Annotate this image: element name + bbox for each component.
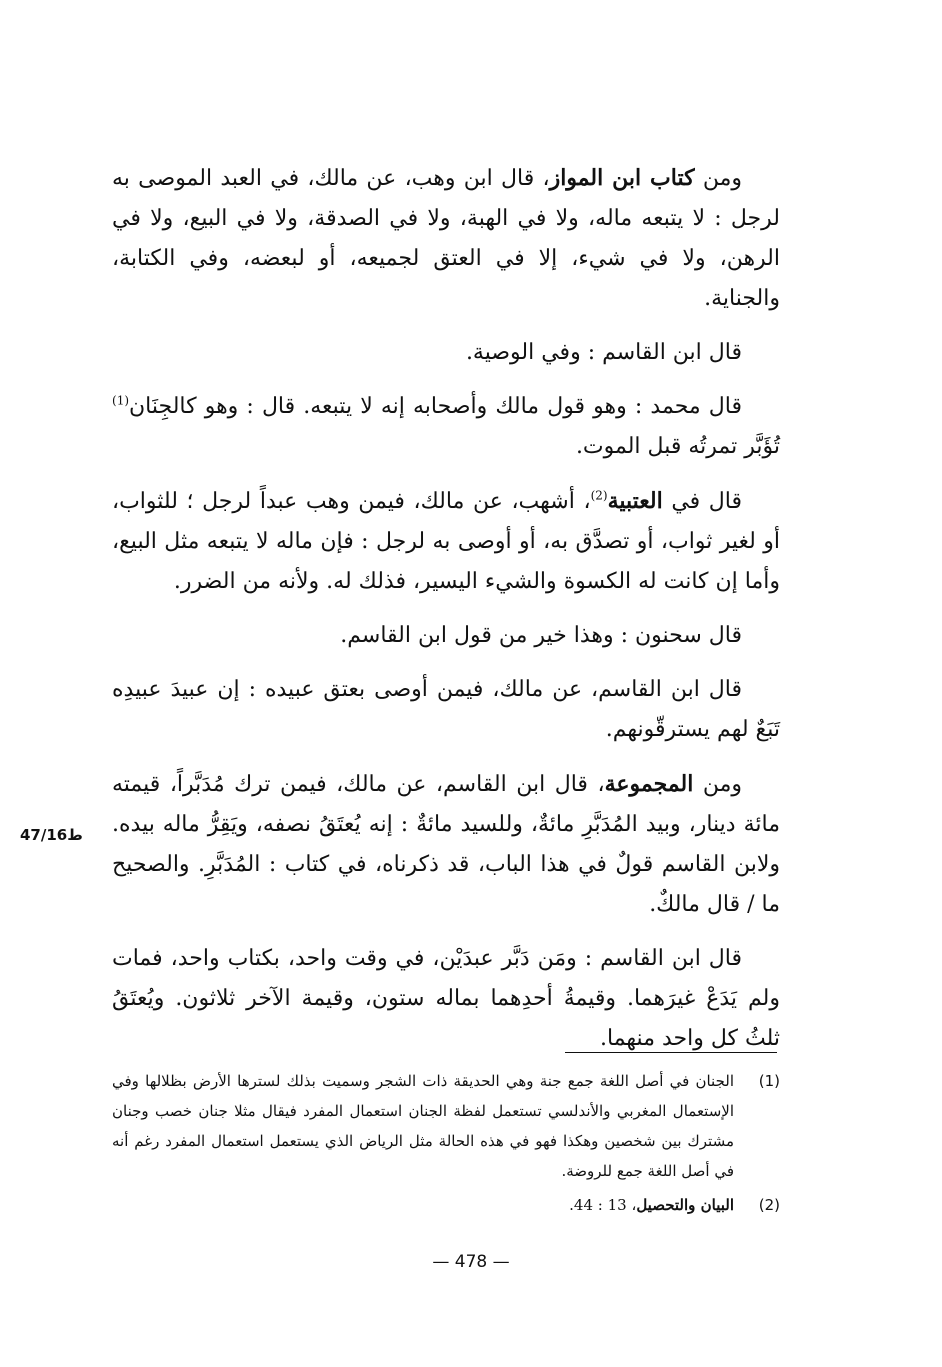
footnote-ref: (2) <box>590 488 608 503</box>
footnote-separator <box>565 1052 777 1053</box>
book-title: كتاب ابن المواز <box>549 165 695 191</box>
footnote-number: (2) <box>758 1196 780 1214</box>
paragraph: قال ابن القاسم : ومَن دَبَّر عبدَيْن، في وقت واحد، بكتاب واحد، فمات ولم يَدَعْ غيرَهما. وقيمةُ أحدِهما بماله ستون، وقيمة الآخر ثلاثون. ويُعتَقُ ثلثُ كل واحد منهما. <box>112 946 780 1051</box>
book-title: المجموعة <box>604 771 694 797</box>
main-text <box>112 158 780 1073</box>
page-number: — 478 — <box>432 1252 510 1272</box>
footnote-number: (1) <box>758 1072 780 1090</box>
paragraph: ومن كتاب ابن المواز، قال ابن وهب، عن مالك، في العبد الموصى به لرجل : لا يتبعه ماله، ولا في الهبة، ولا في الصدقة، ولا في البيع، ولا في الرهن، ولا في شيء، إلا في العتق لجميعه، أو لبعضه، وفي الكتابة، والجناية. <box>112 165 781 311</box>
margin-folio-note: ط47/16 <box>20 826 83 844</box>
paragraph: قال في العتبية$^{(2)}$، أشهب، عن مالك، فيمن وهب عبداً لرجل ؛ للثواب، أو لغير ثواب، أو تصدَّق به، أو أوصى به لرجل : فإن ماله لا يتبعه مثل البيع، وأما إن كانت له الكسوة والشيء اليسير، فذلك له. ولأنه من الضرر. <box>112 488 780 594</box>
paragraph: قال ابن القاسم : وفي الوصية. <box>465 340 742 365</box>
footnotes <box>112 1066 780 1224</box>
paragraph: قال ابن القاسم، عن مالك، فيمن أوصى بعتق عبيده : إن عبيدَ عبيدِه تَبَعٌ لهم يسترقّونهم. <box>112 677 780 742</box>
footnote-ref: (1) <box>112 393 130 408</box>
footnote-text: الجنان في أصل اللغة جمع جنة وهي الحديقة ذات الشجر وسميت بذلك لسترها الأرض بظلالها وفي الإستعمال المغربي والأندلسي تستعمل لفظة الجنان استعمال المفرد فيقال مثلا جنان خصب وجنان مشترك بين شخصين وهكذا فهو في هذه الحالة مثل الرياض الذي يستعمل استعمال المفرد رغم أنه في أصل اللغة جمع للروضة. <box>112 1072 734 1180</box>
paragraph: قال محمد : وهو قول مالك وأصحابه إنه لا يتبعه. قال : وهو كالجِنَان$^{(1)}$ تُؤَبَّر تمرتُه قبل الموت. <box>112 393 780 459</box>
paragraph: ومن المجموعة، قال ابن القاسم، عن مالك، فيمن ترك مُدَبَّراً، قيمته مائة دينار، وبيد المُدَبَّرِ مائةٌ، وللسيد مائةٌ : إنه يُعتَقُ نصفه، ويَقِرُّ ماله بيده. ولابن القاسم قولٌ في هذا الباب، قد ذكرناه، في كتاب : المُدَبَّرِ. والصحيح ما / قال مالكٌ. <box>112 771 780 917</box>
book-title: العتبية <box>607 488 663 514</box>
footnote-text: البيان والتحصيل، 13 : 44. <box>569 1196 734 1214</box>
paragraph: قال سحنون : وهذا خير من قول ابن القاسم. <box>340 623 742 648</box>
footnote <box>112 1066 780 1186</box>
book-title: البيان والتحصيل <box>636 1196 734 1214</box>
footnote <box>112 1190 780 1220</box>
